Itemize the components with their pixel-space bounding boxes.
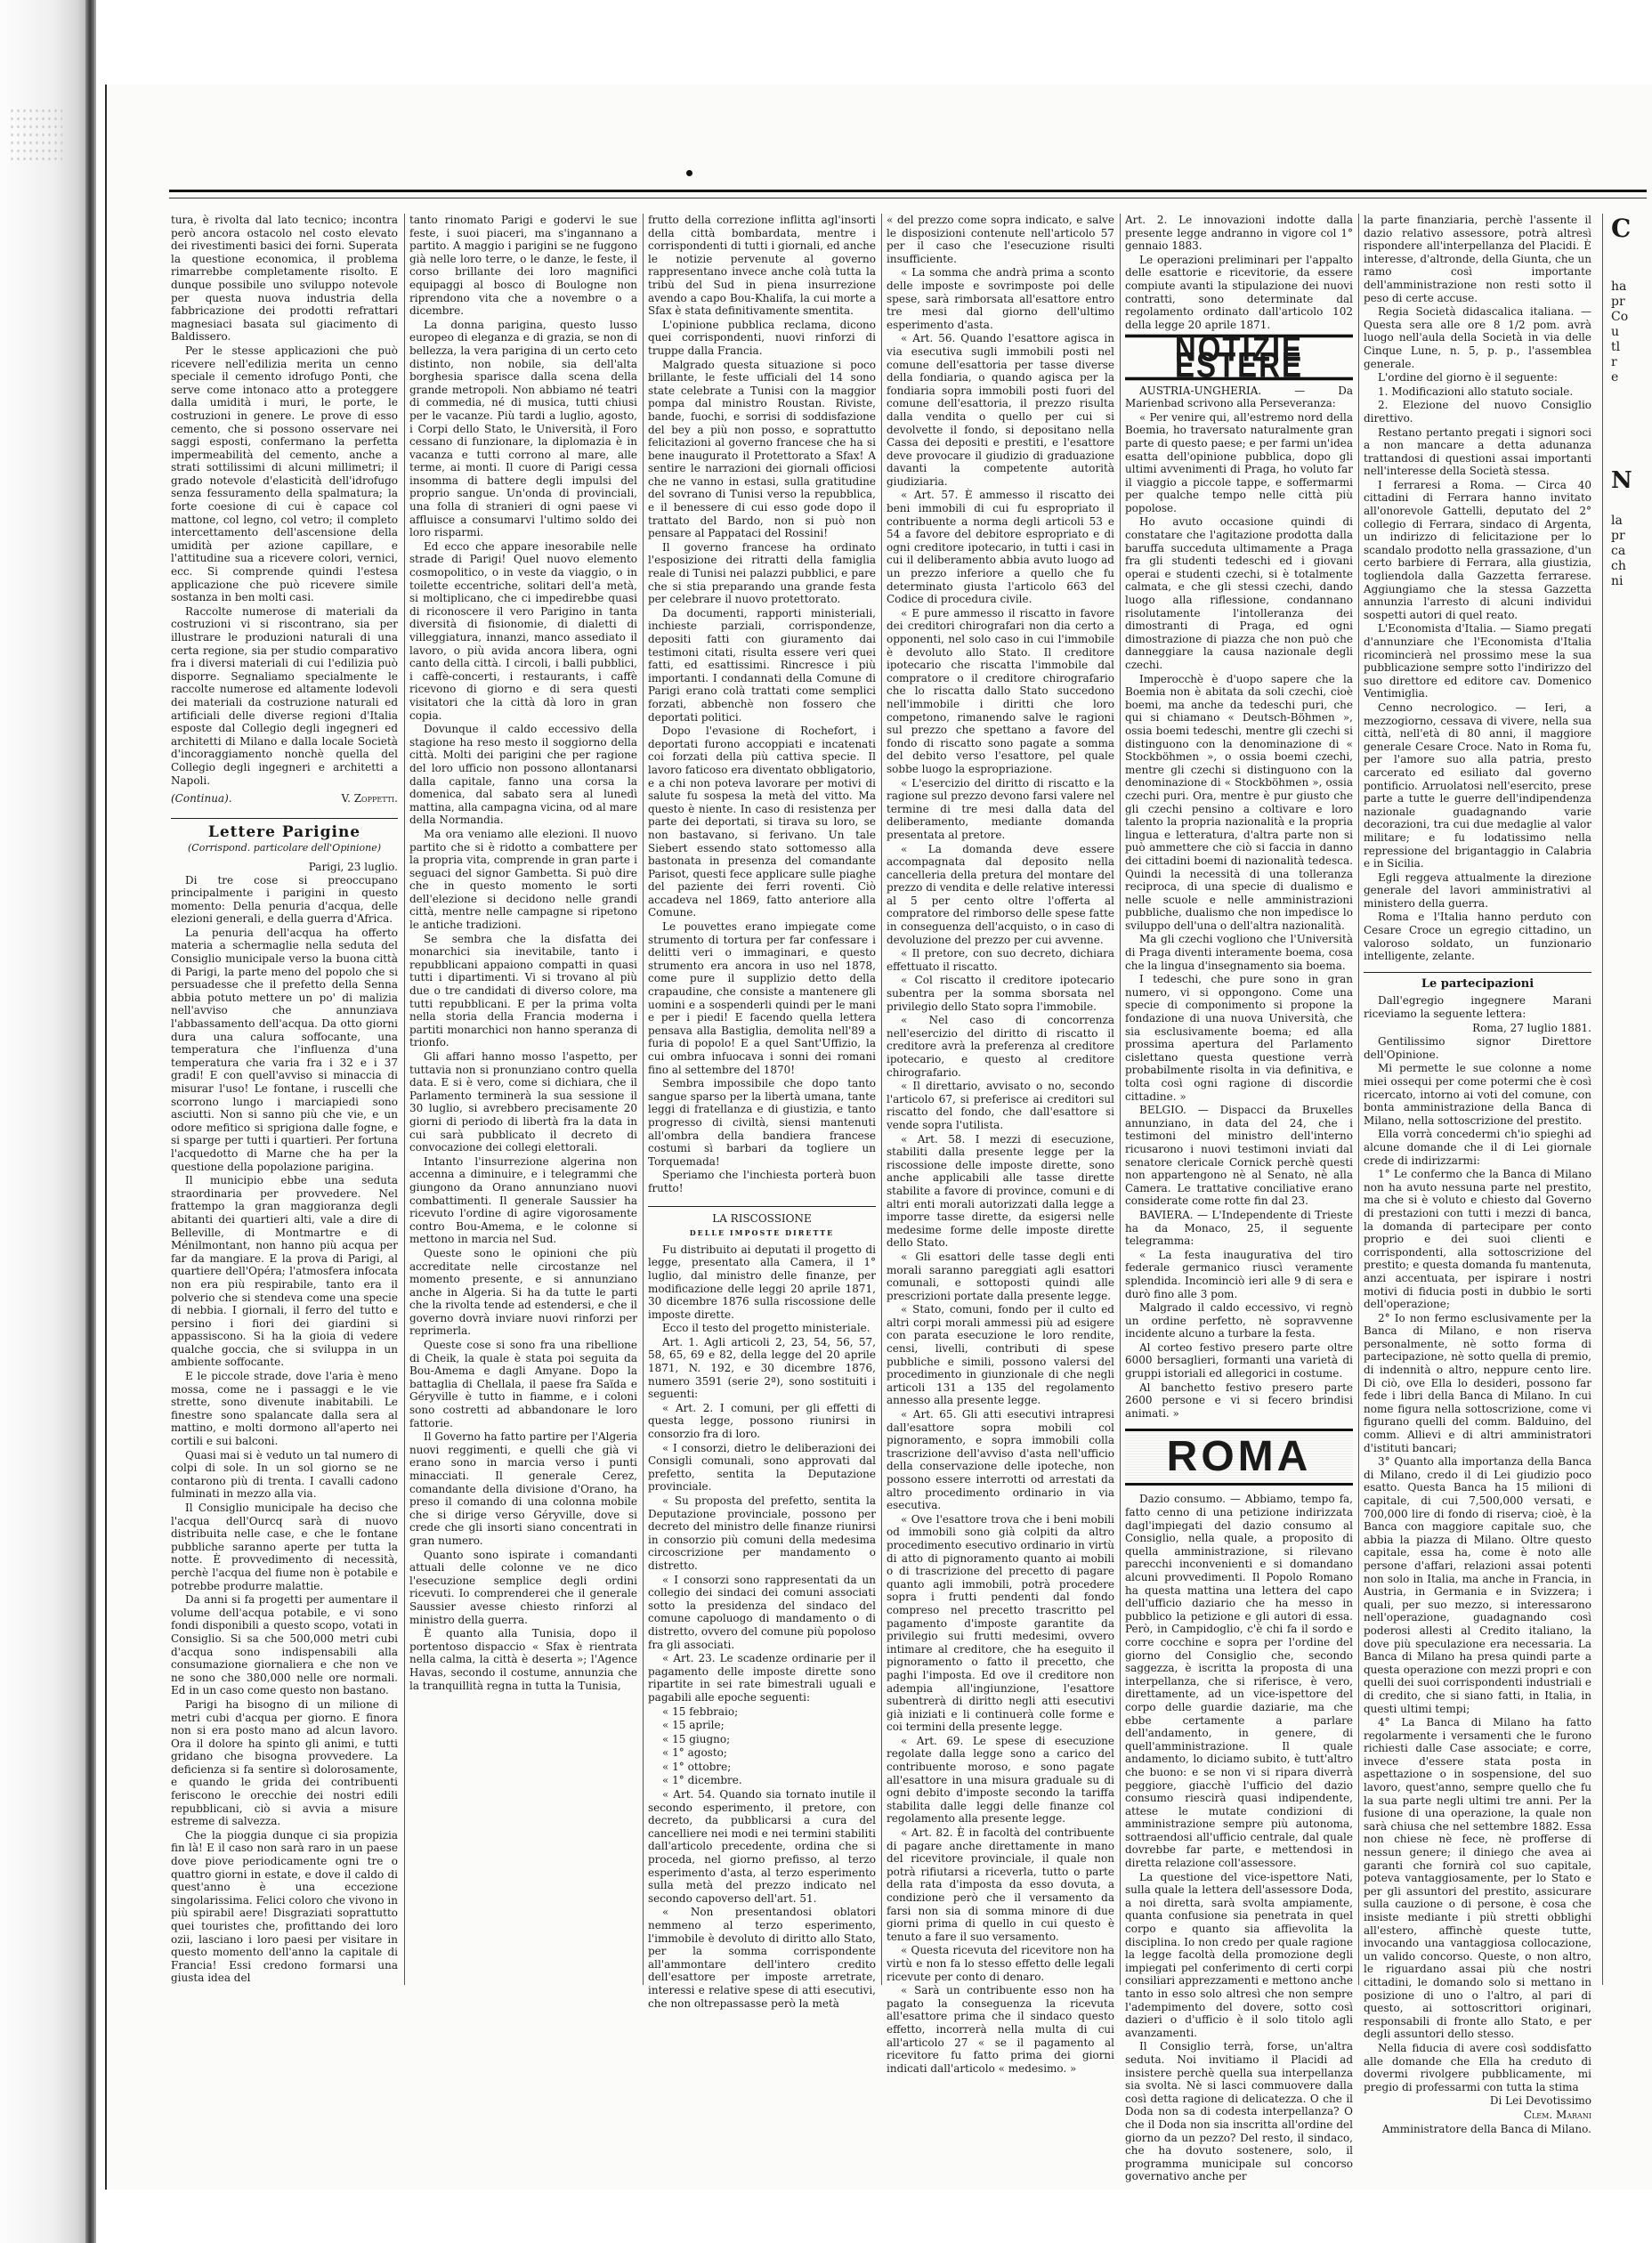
article-paragraph: Quasi mai si è veduto un tal numero di colpi di sole. In un sol giorno se ne contarono più di trenta. I cavalli cadono fulminati in mezzo alla via. [171, 1448, 398, 1501]
article-paragraph: « Nel caso di concorrenza nell'esercizio del diritto di riscatto il creditore avrà la preferenza al creditore ipotecario, e questo al creditore chirografario. [887, 1014, 1114, 1079]
article-paragraph: Sembra impossibile che dopo tanto sangue sparso per la libertà umana, tante leggi di fratellanza e di giustizia, e tanto progresso di civiltà, siensi mantenuti all'ombra della bandiera francese costumi sì barbari da togliere un Torquemada! [648, 1077, 876, 1168]
letter-signature: Clem. Marani [1523, 2108, 1591, 2121]
column-rule [881, 214, 882, 1985]
binding-specks [9, 107, 62, 160]
article-paragraph: Queste cose si sono fra una ribellione di Cheik, la quale è stata poi seguita da Bou-Amema e dagli Amyane. Dopo la battaglia di Chellala, il paese fra Saïda e Géryville è tutto in fiamme, e i coloni sono costretti ad abbandonare le loro fattorie. [409, 1339, 637, 1429]
list-item: « 1° ottobre; [662, 1760, 732, 1773]
letter-salutation: Gentilissimo signor Direttore dell'Opinione. [1364, 1035, 1591, 1061]
article-paragraph: « del prezzo come sopra indicato, e salve le disposizioni contenute nell'articolo 57 per il caso che l'esecuzione risulti insufficiente. [887, 214, 1114, 265]
article-paragraph: la parte finanziaria, perchè l'assente il dazio relativo assessore, potrà altresì rispondere all'interpellanza del Placidi. È interesse, d'altronde, della Giunta, che un ramo così importante dell'amministrazione non resti sotto il peso di certe accuse. [1364, 214, 1592, 304]
article-paragraph: Se sembra che la disfatta dei monarchici sia inevitabile, tanto i repubblicani appaiono compatti in quasi tutti i dipartimenti. Vi si trovano al più due o tre candidati di diverso colore, ma tutti repubblicani. E per la prima volta nella storia della Francia moderna i partiti monarchici non hanno speranza di trionfo. [409, 932, 637, 1049]
list-item: « 1° agosto; [662, 1746, 727, 1760]
letter-signature-title: Amministratore della Banca di Milano. [1381, 2122, 1591, 2135]
article-paragraph: Ed ecco che appare inesorabile nelle strade di Parigi! Quel nuovo elemento cosmopolitico, o in veste da viaggio, o in toilette eccentriche, solitari dell'a metà, si moltiplicano, che ci impedirebbe quasi di riconoscere il vero Parigino in tanta diversità di fisionomie, di dialetti di villeggiatura, innanzi, manco assediato il lavoro, o più avida ancora libera, ogni canto della città. I circoli, i balli pubblici, i caffè-concerti, i restaurants, i caffè ricevono di giorno e di sera questi visitatori che la città dà loro in gran copia. [409, 539, 637, 722]
article-paragraph: Raccolte numerose di materiali da costruzioni vi si riscontrano, sia per illustrare le produzioni naturali di una certa regione, sia per studio comparativo fra i diversi materiali di cui l'edilizia può disporre. Segnaliamo specialmente le raccolte numerose ed altamente lodevoli dei materiali da costruzione naturali ed artificiali delle diverse regioni d'Italia esposte dal Collegio degli ingegneri ed architetti di Milano e dalla locale Società d'incoraggiamento nonchè quella del Collegio degli ingegneri e architetti a Napoli. [171, 604, 398, 787]
text-fragment: r [1611, 355, 1617, 369]
list-item: « 15 aprile; [662, 1719, 725, 1732]
article-paragraph: « Su proposta del prefetto, sentita la Deputazione provinciale, possono per decreto del ministro delle finanze riunirsi in consorzio più comuni della medesima circoscrizione per mandamento o distretto. [648, 1494, 876, 1572]
article-paragraph: Nella fiducia di avere così soddisfatto alle domande che Ella ha creduto di dovermi rivolgere pubblicamente, mi pregio di professarmi con tutta la stima [1364, 2041, 1591, 2093]
article-paragraph: Parigi ha bisogno di un milione di metri cubi d'acqua per giorno. E finora non si era posto mano ad alcun lavoro. Ora il dolore ha spinto gli animi, e tutti gridano che bisogna provvedere. La deficienza si fa sentire sì dolorosamente, e quando le grida dei contribuenti feriscono le orecchie dei nostri edili repubblicani, ciò si avvia a misure estreme di salvezza. [171, 1697, 398, 1828]
list-item: 1. Modificazioni allo statuto sociale. [1378, 385, 1574, 398]
article-paragraph: AUSTRIA-UNGHERIA. — Da Marienbad scrivono alla Perseveranza: [1125, 384, 1353, 410]
binding-shadow [85, 0, 94, 2243]
text-fragment: tl [1611, 340, 1621, 354]
dateline: Parigi, 23 luglio. [308, 860, 398, 873]
article-paragraph: BELGIO. — Dispacci da Bruxelles annunziano, in data del 24, che i testimoni del ministro dell'interno ricusarono i nuovi testimoni inviati dal senatore clericale Cornick perchè questi non appartengono nè al Senato, nè alla Camera. Le trattative conciliative erano considerate come rotte fin dal 23. [1125, 1104, 1353, 1208]
article-paragraph: Malgrado questa situazione si poco brillante, le feste ufficiali del 14 sono state celebrate a Tunisi con la maggior pompa dal ministro Roustan. Riviste, bande, fuochi, e sorrisi di soddisfazione del bey a più non posso, e soprattutto felicitazioni al governo francese che ha si bene inaugurato il Protettorato a Sfax! A sentire le narrazioni dei giornali officiosi che ne vanno in estasi, sulla gratitudine del sovrano di Tunisi verso la repubblica, e il benessere di cui esso gode dopo il trattato del Bardo, non si può non pensare al Pappataci del Rossini! [648, 358, 876, 540]
section-title-riscossione: LA RISCOSSIONE [648, 1206, 876, 1226]
article-paragraph: Regia Società didascalica italiana. — Questa sera alle ore 8 1/2 pom. avrà luogo nell'aula della Società in via delle Cinque Lune, n. 5, p. p., l'assemblea generale. [1364, 305, 1591, 370]
column-rule [1602, 214, 1603, 1985]
notizie-estere-heading: NOTIZIE ESTERE [1125, 335, 1353, 381]
article-paragraph: 4° La Banca di Milano ha fatto regolarmente i versamenti che le furono richiesti dalle Case associate; e corre, invece d'essere stata posta in aspettazione o in sospensione, del suo lavoro, quest'anno, sempre quello che fu la sua parte negli ultimi tre anni. Per la fusione di una operazione, la quale non sarà chiusa che nel settembre 1882. Essa non chiese nè fece, nè profferse di nessun genere; il diniego che avea ai garanti che fornirà col suo capitale, poteva vantaggiosamente, per lo Stato e per gli assuntori del prestito, assicurare sulla cauzione o di persone, è cosa che insiste mediante i più stretti obblighi all'estero, affinchè queste tutte, invocando una vantaggiosa collocazione, un valido concorso. Queste, o non altro, le riguardano assai più che nostri cittadini, le domando solo si mettano in posizione di uno o l'altro, al pari di questo, ai sottoscrittori originari, responsabili di fronte allo Stato, e per degli assuntori dello stesso. [1364, 1716, 1591, 2041]
article-paragraph: « Art. 58. I mezzi di esecuzione, stabiliti dalla presente legge per la riscossione delle imposte dirette, sono anche applicabili alle tasse dirette stabilite a favore di province, comuni e di altri enti morali autorizzati dalla legge a imporre tasse dirette, da esigersi nelle medesime forme delle imposte dirette dello Stato. [887, 1132, 1114, 1250]
article-paragraph: « Sarà un contribuente esso non ha pagato la conseguenza la ricevuta all'esattore prima che il sindaco questo effetto, incorrerà nella multa di cui all'articolo 27 « se il pagamento al ricevitore fu fatto prima dei giorni indicati dall'articolo « medesimo. » [887, 1984, 1114, 2075]
article-paragraph: Dopo l'evasione di Rochefort, i deportati furono accoppiati e incatenati coi forzati della più cattiva specie. Il lavoro faticoso era diventato obbligatorio, e a chi non poteva lavorare per motivi di salute fu sospesa la metà del vitto. Ma questo è niente. In caso di resistenza per parte dei deportati, si tirava su loro, se non bastavano, si ferivano. Un tale Siebert essendo stato sottomesso alla bastonata in presenza del comandante Parisot, questi fece applicare sulle piaghe del paziente dei ferri roventi. Ciò accadeva nel 1869, fatto anteriore alla Comune. [648, 725, 876, 919]
article-paragraph: « L'esercizio del diritto di riscatto e la ragione sul prezzo devono farsi valere nel termine di tre mesi dalla data del deliberamento, mediante domanda presentata al pretore. [887, 776, 1114, 841]
article-signature [171, 792, 398, 806]
article-paragraph: Ella vorrà concedermi ch'io spieghi ad alcune domande che il di Lei giornale crede di indirizzarmi: [1364, 1128, 1591, 1167]
article-paragraph: « Art. 69. Le spese di esecuzione regolate dalla legge sono a carico del contribuente moroso, e sono pagate all'esattore in una misura graduale su di ogni debito d'imposte secondo la tariffa stabilita dalle leggi delle finanze col regolamento alla presente legge. [887, 1734, 1114, 1826]
column-3 [648, 214, 876, 2010]
article-paragraph: Ma ora veniamo alle elezioni. Il nuovo partito che si è ridotto a combattere per la propria vita, comprende in gran parte i seguaci del signor Gambetta. Si può dire che in questo momento le sorti dell'elezione si decidono nelle grandi città, mentre nelle campagne si ripetono le antiche tradizioni. [409, 827, 637, 932]
page-dot-mark [686, 170, 692, 176]
section-title-lettere-parigine: Lettere Parigine [171, 818, 398, 839]
roma-heading: ROMA [1125, 1429, 1353, 1486]
article-paragraph: « I consorzi sono rappresentati da un collegio dei sindaci dei comuni associati sotto la presidenza del sindaco del comune capoluogo di mandamento o di distretto, ovvero del comune più popoloso fra gli associati. [648, 1573, 876, 1651]
text-fragment: C [1611, 214, 1632, 243]
article-paragraph: La donna parigina, questo lusso europeo di eleganza e di grazia, se non di bellezza, la vera parigina di un certo ceto distinto, non nobile, sia dell'alta borghesia sparisce dalla scena della grande metropoli. Non abbiamo né teatri di commedia, né di musica, tutti chiusi per le vacanze. Più tardi a luglio, agosto, i Corpi dello Stato, le Università, il Foro cessano di funzionare, la diplomazia è in vacanza e tutti corrono al mare, alle terme, ai monti. Il cuore di Parigi cessa insomma di battere degli impulsi del proprio sangue. Un'onda di provinciali, una folla di stranieri di ogni paese vi affluisce a consumarvi l'ultimo soldo dei loro risparmi. [409, 318, 637, 539]
article-paragraph: Art. 1. Agli articoli 2, 23, 54, 56, 57, 58, 65, 69 e 82, della legge del 20 aprile 1871, N. 192, e 30 dicembre 1876, numero 3591 (serie 2ª), sono sostituiti i seguenti: [648, 1335, 876, 1401]
article-paragraph: Il governo francese ha ordinato l'esposizione dei ritratti della famiglia reale di Tunisi nei palazzi pubblici, e pare che si stia preparando una grande festa per celebrare il nuovo protettorato. [648, 540, 876, 606]
column-1 [171, 214, 398, 1985]
article-paragraph: « I consorzi, dietro le deliberazioni dei Consigli comunali, sono approvati dal prefetto, sentita la Deputazione provinciale. [648, 1441, 876, 1494]
top-rule [169, 190, 1647, 192]
column-6 [1364, 214, 1592, 2135]
article-paragraph: BAVIERA. — L'Independente di Trieste ha da Monaco, 25, il seguente telegramma: [1125, 1208, 1353, 1248]
text-fragment: e [1611, 370, 1619, 385]
article-paragraph: Il Consiglio municipale ha deciso che l'acqua dell'Ourcq sarà di nuovo distribuita nelle case, e che le fontane pubbliche saranno aperte per tutta la notte. È provvedimento di necessità, perchè l'acqua del fiume non è potabile e potrebbe produrre malattie. [171, 1502, 398, 1592]
list-item: « 1° dicembre. [662, 1774, 742, 1787]
article-paragraph: « Questa ricevuta del ricevitore non ha virtù e non fa lo stesso effetto delle legali ricevute per conto di denaro. [887, 1944, 1114, 1983]
list-item: « 15 febbraio; [662, 1705, 739, 1718]
partecipazioni-heading: Le partecipazioni [1364, 972, 1591, 992]
article-paragraph: È quanto alla Tunisia, dopo il portentoso dispaccio « Sfax è rientrata nella calma, la città è deserta »; l'Agence Havas, secondo il costume, annunzia che la tranquillità regna in tutta la Tunisia, [409, 1627, 637, 1692]
article-paragraph: « Il pretore, con suo decreto, dichiara effettuato il riscatto. [887, 947, 1114, 973]
article-paragraph: 1° Le confermo che la Banca di Milano non ha avuto nessuna parte nel prestito, ma che si è voluto e chiesto dal Governo di prestazioni con tutti i mezzi di banca, la domanda di partecipare per conto proprio e dei suoi clienti e corrispondenti, alla sottoscrizione del prestito; e questa domanda fu mantenuta, anzi accentuata, per ispirare i nostri motivi di fiducia posti in dubbio le sorti dell'operazione; [1364, 1168, 1591, 1311]
article-paragraph: 3° Quanto alla importanza della Banca di Milano, credo il di Lei giudizio poco esatto. Questa Banca ha 15 milioni di capitale, di cui 7,500,000 versati, e 700,000 lire di fondo di riserva; cioè, è la Banca con maggiore capitale suo, che abbia la piazza di Milano. Oltre questo capitale, essa ha, come è noto alle persone d'affari, relazioni assai potenti non solo in Italia, ma anche in Francia, in Austria, in Germania e in Svizzera; i quali, per suo mezzo, si interessarono nell'operazione, guadagnando così poderosi allesti al Credito italiano, la dove più speculazione era necessaria. La Banca di Milano ha presa quindi parte a questa operazione con mezzi propri e con quelli dei suoi corrispondenti industriali e di credito, che si siano fatti, in Italia, in questi ultimi tempi; [1364, 1455, 1591, 1715]
section-subtitle-imposte: DELLE IMPOSTE DIRETTE [689, 1228, 835, 1238]
article-paragraph: Intanto l'insurrezione algerina non accenna a diminuire, e i telegrammi che giungono da Orano annunziano nuovi combattimenti. Il generale Saussier ha ricevuto l'ordine di agire vigorosamente contro Bou-Amema, e le colonne si mettono in marcia nel Sud. [409, 1154, 637, 1246]
article-paragraph: Egli reggeva attualmente la direzione generale del lavori amministrativi al ministero della guerra. [1364, 870, 1591, 910]
text-fragment: ha [1611, 279, 1627, 294]
continua-note: (Continua). [171, 792, 232, 806]
article-paragraph: tura, è rivolta dal lato tecnico; incontra però ancora ostacolo nel costo elevato dei rivestimenti basici dei forni. Superata la questione economica, il problema rimarrebbe completamente risolto. E dunque possibile uno sviluppo notevole per questa nuova industria della fabbricazione dei prodotti refrattari magnesiaci basata sul giacimento di Baldissero. [171, 214, 398, 344]
article-paragraph: « Per venire qui, all'estremo nord della Boemia, ho traversato naturalmente gran parte di questo paese; e per farmi un'idea esatta dell'opinione pubblica, dopo gli ultimi avvenimenti di Praga, ho voluto far il viaggio a piccole tappe, e soffermarmi per qualche tempo nelle città più popolose. [1125, 410, 1353, 514]
article-paragraph: Le operazioni preliminari per l'appalto delle esattorie e ricevitorie, da essere compiute avanti la stipulazione dei nuovi contratti, sono determinate dal regolamento ordinato dall'articolo 102 della legge 20 aprile 1871. [1125, 253, 1353, 331]
book-binding-edge [0, 0, 96, 2243]
article-paragraph: Che la pioggia dunque ci sia propizia fin là! E il caso non sarà raro in un paese dove piove periodicamente ogni tre o quattro giorni in estate, e dove il caldo di quest'anno è una eccezione singolarissima. Felici coloro che vivono in più spirabil aere! Disgraziati soprattutto quei touristes che, profittando dei loro ozii, lasciano i loro paesi per visitare in questo momento dell'anno la capitale di Francia! Essi credono formarsi una giusta idea del [171, 1828, 398, 1985]
article-paragraph: Quanto sono ispirate i comandanti attuali delle colonne ve ne dico l'esecuzione semplice degli ordini ricevuti. Io comprenderei che il generale Saussier avesse chiesto rinforzi al ministro della guerra. [409, 1548, 637, 1626]
article-paragraph: « Art. 54. Quando sia tornato inutile il secondo esperimento, il pretore, con decreto, da pubblicarsi a cura del cancelliere nei modi e nei termini stabiliti dall'articolo precedente, ordina che si proceda, nel giorno prefisso, al terzo esperimento d'asta, al terzo esperimento sulla metà del prezzo indicato nel secondo capoverso dell'art. 51. [648, 1788, 876, 1905]
article-paragraph: Dovunque il caldo eccessivo della stagione ha reso mesto il soggiorno della città. Molti dei parigini che per ragione del loro ufficio non possono allontanarsi dalla capitale, fanno una corsa la domenica, dal sabato sera al lunedì mattina, alla campagna vicina, od al mare della Normandia. [409, 723, 637, 827]
article-paragraph: Art. 2. Le innovazioni indotte dalla presente legge andranno in vigore col 1° gennaio 1883. [1125, 214, 1353, 253]
article-paragraph: « La somma che andrà prima a sconto delle imposte e sovrimposte poi delle spese, sarà rimborsata all'esattore entro tre mesi dal giorno dell'ultimo esperimento d'asta. [887, 266, 1114, 331]
article-paragraph: « Stato, comuni, fondo per il culto ed altri corpi morali ammessi più ad esigere con parata esecuzione le loro rendite, censi, livelli, contributi di spese pubbliche e simili, possono valersi del procedimento in giunzionale di che negli articoli 131 a 135 del regolamento annesso alla presente legge. [887, 1303, 1114, 1407]
text-fragment: ni [1611, 574, 1624, 588]
newspaper-page [105, 85, 1652, 2190]
article-paragraph: L'Economista d'Italia. — Siamo pregati d'annunziare che l'Economista d'Italia ricomincierà nel prossimo mese la sua pubblicazione sempre sotto l'indirizzo del suo direttore ed editore cav. Domenico Ventimiglia. [1364, 622, 1591, 700]
letter-dateline: Roma, 27 luglio 1881. [1472, 1021, 1591, 1034]
article-paragraph: Queste sono le opinioni che più accreditate nelle circostanze nel momento presente, e si annunziano anche in Algeria. Si ha da tutte le parti che la rivolta tende ad estendersi, e che il governo dovrà inviare nuovi rinforzi per reprimerla. [409, 1246, 637, 1338]
text-fragment: N [1611, 467, 1632, 494]
article-paragraph: « Art. 65. Gli atti esecutivi intrapresi dall'esattore sopra mobili col pignoramento, e sopra immobili colla trascrizione dell'avviso d'asta nell'ufficio della conservazione delle ipoteche, non possono essere interrotti od arrestati da altro procedimento ordinario in via esecutiva. [887, 1408, 1114, 1512]
column-rule [1358, 214, 1359, 1985]
article-paragraph: Cenno necrologico. — Ieri, a mezzogiorno, cessava di vivere, nella sua città, nell'età di 80 anni, il maggiore generale Cesare Croce. Nato in Roma fu, per l'amore suo alla patria, presto carcerato ed esiliato dal governo pontificio. Arruolatosi nell'esercito, prese parte a tutte le guerre dell'indipendenza nazionale guadagnando varie decorazioni, tra cui due medaglie al valor militare; e fu lodatissimo nella repressione del brigantaggio in Calabria e in Sicilia. [1364, 700, 1591, 870]
column-rule [643, 214, 644, 1985]
text-fragment: u [1611, 325, 1620, 339]
article-paragraph: « Art. 82. È in facoltà del contribuente di pagare anche direttamente in mano del ricevitore provinciale, il quale non potrà rifiutarsi a riceverla, tutto o parte della rata d'imposta da esso dovuta, a condizione però che il versamento da farsi non sia di somma minore di due giorni prima di quello in cui questo è tenuto a fare il suo versamento. [887, 1826, 1114, 1943]
article-paragraph: Al banchetto festivo presero parte 2600 persone e vi si fecero brindisi animati. » [1125, 1381, 1353, 1420]
list-item: 2. Elezione del nuovo Consiglio direttivo. [1364, 399, 1591, 425]
article-paragraph: « Non presentandosi oblatori nemmeno al terzo esperimento, l'immobile è devoluto di diritto allo Stato, per la somma corrispondente all'ammontare dell'intero credito dell'esattore per imposte arretrate, interessi e relative spese di atti esecutivi, che non oltrepassasse però la metà [648, 1906, 876, 2010]
text-fragment: pr [1611, 529, 1625, 543]
column-5 [1125, 214, 1353, 2183]
article-paragraph: Al corteo festivo presero parte oltre 6000 bersaglieri, formanti una varietà di gruppi istoriali ed allegorici in costume. [1125, 1340, 1353, 1381]
list-item: « 15 giugno; [662, 1732, 731, 1745]
article-paragraph: tanto rinomato Parigi e godervi le sue feste, i suoi piaceri, ma s'ingannano a partito. A maggio i parigini se ne fuggono già nelle loro terre, o le danze, le feste, il corso brillante dei loro magnifici equipaggi al bosco di Boulogne non riprendono vita che a novembre o a dicembre. [409, 214, 637, 318]
article-paragraph: Ma gli czechi vogliono che l'Università di Praga diventi interamente boema, cosa che la lingua d'insegnamento sia boema. [1125, 933, 1353, 972]
article-paragraph: Dall'egregio ingegnere Marani riceviamo la seguente lettera: [1364, 994, 1591, 1021]
article-paragraph: Le pouvettes erano impiegate come strumento di tortura per far confessare i delitti veri o immaginari, e questo strumento era ancora in uso nel 1878, come pure il supplizio detto della crapaudine, che consiste a mantenere gli uomini e a sospenderli quindi per le mani e per i piedi! E facendo quella lettera pensava alla Bastiglia, demolita nell'89 a furia di popolo! E a quel Sant'Uffizio, la cui ombra infuocava i sonni dei romani fino al settembre del 1870! [648, 920, 876, 1076]
article-paragraph: Dazio consumo. — Abbiamo, tempo fa, fatto cenno di una petizione indirizzata dagl'impiegati del dazio consumo al Consiglio, nella quale, a proposito di quella amministrazione, si rilevano parecchi inconvenienti e si domandano alcuni provvedimenti. Il Popolo Romano ha questa mattina una lettera del capo dell'ufficio daziario che ha messo in pubblico la petizione e gli autori di essa. Però, in Campidoglio, c'è chi fa il sordo e corre cocchine e sopra per l'ordine del giorno del Consiglio che, secondo saggezza, è iscritta la proposta di una interpellanza, che si riferisce, è vero, direttamente, ad un vice-ispettore del corpo delle guardie daziarie, ma che ebbe certamente a parlare dell'andamento, in genere, di quell'amministrazione. Il quale andamento, lo diciamo subito, è tutt'altro che buono: e se non vi si ripara diverrà peggiore, giacchè l'ufficio del dazio consumo riescirà quasi indipendente, attese le mutate condizioni di amministrazione sempre più autonoma, sottraendosi all'ufficio centrale, dal quale dovrebbe far parte, e mettendosi in diretta relazione coll'assessore. [1125, 1493, 1353, 1870]
article-paragraph: L'ordine del giorno è il seguente: [1378, 371, 1558, 385]
article-paragraph: Di tre cose si preoccupano principalmente i parigini in questo momento: Della penuria d'acqua, delle elezioni generali, e della guerra d'Africa. [171, 873, 398, 926]
article-paragraph: Per le stesse applicazioni che può ricevere nell'edilizia merita un cenno speciale il cemento idrofugo Ponti, che serve come intonaco atto a proteggere dalla umidità i muri, le porte, le costruzioni in genere. Le prove di esso cemento, che si possono osservare nei saggi esposti, confermano la perfetta impermeabilità del cemento, anche a strati sottilissimi di alcuni millimetri; il grado notevole d'elasticità dell'idrofugo senza fessuramento della spalmatura; la forte coesione di cui è capace col mattone, col legno, col vetro; il completo intercettamento dell'ascensione della umidità per azione capillare, e l'attitudine sua a ricevere colori, vernici, ecc. Si comprende quindi l'estesa applicazione che può ricevere simile sostanza in ben molti casi. [171, 344, 398, 604]
article-paragraph: Ecco il testo del progetto ministeriale. [662, 1322, 871, 1335]
article-paragraph: Da documenti, rapporti ministeriali, inchieste parziali, corrispondenze, depositi fatti con giuramento dai testimoni citati, risulta essere veri quei fatti, ed esattissimi. Rincresce i più importanti. I condannati della Comune di Parigi erano colà trattati come semplici forzati, abbenchè non fossero che deportati politici. [648, 606, 876, 724]
text-fragment: Co [1611, 310, 1629, 324]
article-paragraph: frutto della correzione inflitta agl'insorti della città bombardata, mentre i corrispondenti di tutti i giornali, ed anche le notizie pervenute al governo rappresentano invece anche colà tutta la tribù del Sud in piena insurrezione avendo a capo Bou-Khalifa, la cui morte a Sfax è stata definitivamente smentita. [648, 214, 876, 318]
article-paragraph: Malgrado il caldo eccessivo, vi regnò un ordine perfetto, nè sopravvenne incidente alcuno a turbare la festa. [1125, 1301, 1353, 1340]
article-paragraph: « Art. 23. Le scadenze ordinarie per il pagamento delle imposte dirette sono ripartite in sei rate bimestrali uguali e pagabili alle epoche seguenti: [648, 1652, 876, 1704]
article-paragraph: « Art. 57. È ammesso il riscatto dei beni immobili di cui fu espropriato il contribuente a norma degli articoli 53 e 54 a favore del debitore espropriato e di ogni creditore ipotecario, in tutti i casi in cui il deliberamento abbia avuto luogo ad un prezzo inferiore a quello che fu determinato giusta l'articolo 663 del Codice di procedura civile. [887, 489, 1114, 606]
article-paragraph: « Col riscatto il creditore ipotecario subentra per la somma sborsata nel privilegio dello Stato sopra l'immobile. [887, 974, 1114, 1013]
article-paragraph: I ferraresi a Roma. — Circa 40 cittadini di Ferrara hanno invitato all'onorevole Gattelli, deputato del 2° collegio di Ferrara, sindaco di Argenta, un indirizzo di felicitazione per lo scandalo prodotto nella grassazione, d'un certo barbiere di Ferrara, alla giustizia, togliendola dalla Gazzetta ferrarese. Aggiungiamo che la stessa Gazzetta annunzia l'arresto di alcuni individui sospetti autori di quel reato. [1364, 478, 1591, 621]
article-paragraph: L'opinione pubblica reclama, dicono quei corrispondenti, nuovi rinforzi di truppe dalla Francia. [648, 318, 876, 357]
column-7-cutoff [1611, 214, 1650, 1985]
article-paragraph: « La festa inaugurativa del tiro federale germanico riuscì veramente splendida. Incominciò ieri alle 9 di sera e durò fino alle 3 pom. [1125, 1248, 1353, 1300]
section-subtitle: (Corrispond. particolare dell'Opinione) [187, 842, 381, 854]
article-paragraph: La questione del vice-ispettore Nati, sulla quale la lettera dell'assessore Doda, a noi diretta, sarà svolta ampiamente, quanta confusione sia penetrata in quel corpo e quanto sia affievolita la disciplina. Io non credo per quale ragione la legge facoltà della promozione degli impiegati pel conferimento di certi corpi consiliari apprezzamenti e mettono anche tanto in esso solo altresì che non sempre l'adempimento del dovere, sotto così dazieri o d'ufficio è il solo titolo agli avanzamenti. [1125, 1870, 1353, 2039]
article-paragraph: I tedeschi, che pure sono in gran numero, vi si oppongono. Come una specie di componimento si propone la fondazione di una nuova Università, che sia esclusivamente boema; ed alla prossima apertura del Parlamento cislettano questa questione verrà probabilmente risolta in via definitiva, e tolta così ogni ragione di discordie cittadine. » [1125, 973, 1353, 1103]
article-paragraph: « Gli esattori delle tasse degli enti morali saranno pareggiati agli esattori comunali, e sottoposti quindi alle prescrizioni portate dalla presente legge. [887, 1250, 1114, 1302]
article-paragraph: Restano pertanto pregati i signori soci a non mancare a detta adunanza trattandosi di questioni assai importanti nell'interesse della Società stessa. [1364, 425, 1591, 478]
letter-closing: Di Lei Devotissimo [1489, 2094, 1591, 2108]
article-paragraph: E le piccole strade, dove l'aria è meno mossa, come ne i passaggi e le vie strette, sono divenute inabitabili. Le finestre sono spalancate dalla sera al mattino, e molti dormono all'aperto nei cortili e sui balconi. [171, 1370, 398, 1448]
article-paragraph: « Ove l'esattore trova che i beni mobili od immobili sono già colpiti da altro procedimento esecutivo ordinario in virtù di atto di pignoramento quanto ai mobili o di trascrizione del precetto di pagare quanto agli immobili, potrà procedere sopra i frutti pendenti dal fondo compreso nel precetto trascritto pel pagamento d'imposte garantite da privilegio sui frutti medesimi, ovvero intimare al creditore, che ha eseguito il pignoramento o fatto il precetto, che paghi l'imposta. Ed ove il creditore non adempia all'ingiunzione, l'esattore subentrerà di diritto negli atti esecutivi già iniziati e li continuerà colle forme e coi termini della presente legge. [887, 1512, 1114, 1734]
article-paragraph: Roma e l'Italia hanno perduto con Cesare Croce un egregio cittadino, un valoroso soldato, un funzionario intelligente, zelante. [1364, 911, 1591, 963]
article-paragraph: « Il direttario, avvisato o no, secondo l'articolo 67, si preferisce ai creditori sul riscatto del fondo, che dall'esattore si vende sopra l'utilista. [887, 1080, 1114, 1131]
column-4 [887, 214, 1114, 2075]
article-paragraph: Fu distribuito ai deputati il progetto di legge, presentato alla Camera, il 1° luglio, dal ministro delle finanze, per modificazione delle leggi 20 aprile 1871, 30 dicembre 1876 sulla riscossione delle imposte dirette. [648, 1243, 876, 1321]
article-paragraph: « Art. 2. I comuni, per gli effetti di questa legge, possono riunirsi in consorzio fra di loro. [648, 1401, 876, 1441]
article-paragraph: 2° Io non fermo esclusivamente per la Banca di Milano, e non riserva personalmente, nè sotto forma di partecipazione, nè sotto quella di premio, di indennità o altro, neppure cento lire. Di ciò, ove Ella lo desideri, possono far fede i libri della Banca di Milano. In cui nome figura nella sottoscrizione, come vi figurano quelli del comm. Balduino, del comm. Allievi e di altri amministratori d'istituti bancari; [1364, 1311, 1591, 1454]
author-name: V. Zoppetti. [341, 792, 398, 806]
article-paragraph: Ho avuto occasione quindi di constatare che l'agitazione prodotta dalla baruffa succeduta ultimamente a Praga fra gli studenti tedeschi ed i giovani operai e studenti czechi, si è totalmente calmata, e che gli stessi czechi, dando luogo alla riflessione, condannano risolutamente l'intolleranza dei dimostranti di Praga, ed ogni dimostrazione di piazza che non può che danneggiare la causa nazionale degli czechi. [1125, 515, 1353, 671]
article-paragraph: Da anni si fa progetti per aumentare il volume dell'acqua potabile, e vi sono fondi disponibili a questo scopo, votati in Consiglio. Si sa che 500,000 metri cubi d'acqua sono indispensabili alla consumazione giornaliera e che non ve ne sono che 380,000 nelle ore normali. Ed in un caso come questo non bastano. [171, 1593, 398, 1697]
article-paragraph: La penuria dell'acqua ha offerto materia a schermaglie nella seduta del Consiglio municipale verso la buona città di Parigi, la parte meno del popolo che si persuadesse che il prefetto della Senna abbia potuto mettere un po' di malizia nell'avviso che annunziava l'abbassamento dell'acqua. Da otto giorni dura una calura soffocante, una temperatura che l'influenza d'una temperatura che varia fra i 32 e i 37 gradi! E con quell'avviso si minaccia di misurar l'uso! Le fontane, i ruscelli che scorrono lungo i marciapiedi sono asciutti. Non si sanno più che vie, e un odore mefitico si sprigiona dalle fogne, e si sparge per tutti i quartieri. Per fortuna l'acquedotto di Marne che ha per la questione della popolazione parigina. [171, 926, 398, 1173]
column-rule [404, 214, 405, 1985]
article-paragraph: Il Governo ha fatto partire per l'Algeria nuovi reggimenti, e quelli che già vi erano sono in marcia verso i punti minacciati. Il generale Cerez, comandante della divisione d'Orano, ha preso il comando di una colonna mobile che si dirige verso Géryville, dove si crede che gli insorti siano concentrati in gran numero. [409, 1430, 637, 1547]
article-paragraph: Il municipio ebbe una seduta straordinaria per provvedere. Nel frattempo la gran maggioranza degli abitanti dei quartieri alti, vale a dire di Belleville, di Montmartre e di Ménilmontant, non hanno più acqua per far da mangiare. E la prova di Parigi, al quartiere dell'Opéra; l'atmosfera infocata non era più respirabile, tanto era il polverio che si stendeva come una specie di nebbia. I giornali, il ferro del tutto e persino i fiori dei giardini si appassiscono. Si ha la gioia di vedere qualche goccia, che si sviluppa in un ambiente soffocante. [171, 1174, 398, 1369]
text-fragment: pr [1611, 295, 1625, 309]
article-paragraph: Mi permette le sue colonne a nome miei ossequi per come potermi che è così ricercato, intorno ai voti del comune, con bonta amministrazione della Banca di Milano, nella sottoscrizione del prestito. [1364, 1062, 1591, 1127]
text-fragment: ch [1611, 559, 1626, 573]
article-paragraph: « Art. 56. Quando l'esattore agisca in via esecutiva sugli immobili posti nel comune dell'esattoria per tasse diverse della fondiaria, o quando agisca per la fondiaria sopra immobili posti fuori del comune dell'esattoria, il prezzo risulta dalla vendita o quello per cui si devolvette il fondo, si depositano nella Cassa dei depositi e prestiti, e l'esattore deve provocare il giudizio di graduazione davanti la competente autorità giudiziaria. [887, 332, 1114, 488]
article-paragraph: « La domanda deve essere accompagnata dal deposito nella cancelleria della pretura del montare del prezzo di vendita e delle relative interessi al 5 per cento oltre l'offerta al compratore del rimborso delle spese fatte in conseguenza dell'acquisto, o in caso di devoluzione del prezzo per cui avvenne. [887, 842, 1114, 946]
article-paragraph: Gli affari hanno mosso l'aspetto, per tuttavia non si pronunziano contro quella data. E si è vero, come si dichiara, che il Parlamento terminerà la sua sessione il 30 luglio, si avrebbero precisamente 20 giorni di periodo di libertà fra la data in cui sarà pubblicato il decreto di convocazione dei collegi elettorali. [409, 1050, 637, 1154]
text-fragment: ca [1611, 544, 1626, 558]
text-fragment: la [1611, 514, 1623, 528]
column-2 [409, 214, 637, 1985]
article-paragraph: Speriamo che l'inchiesta porterà buon frutto! [648, 1169, 876, 1194]
article-paragraph: Il Consiglio terrà, forse, un'altra seduta. Noi invitiamo il Placidi ad insistere perchè quella sua interpellanza sia svolta. Nè si lasci commuovere dalla così detta ragione di delicatezza. O che il Doda non sa di codesta interpellanza? O che il Doda non sia inscritta all'ordine del giorno da un pezzo? Del resto, il sindaco, che ha dovuto sostenere, solo, il programma municipale sul concorso governativo anche per [1125, 2040, 1353, 2183]
article-paragraph: Imperocchè è d'uopo sapere che la Boemia non è abitata da soli czechi, cioè boemi, ma anche da tedeschi puri, che qui si chiamano « Deutsch-Böhmen », ossia boemi tedeschi, mentre gli czechi si distinguono con la denominazione di « Stockböhmen », o ossia boemi czechi, mentre gli czechi si distinguono con la denominazione di « Stockböhmen », ossia czechi puri. Ora, mentre è pur giusto che gli czechi pensino a coltivare e loro talento la propria nazionalità e la propria lingua e letteratura, d'altra parte non si può ammettere che ciò si faccia in danno dei cittadini boemi di nazionalità tedesca. Quindi la necessità di una tolleranza reciproca, di una specie di dualismo e nelle scuole e nelle amministrazioni pubbliche, dualismo che non impedisce lo sviluppo dell'una o dell'altra nazionalità. [1125, 672, 1353, 932]
column-rule [1120, 214, 1121, 1985]
article-paragraph: « E pure ammesso il riscatto in favore dei creditori chirografari non dia certo a opponenti, nel solo caso in cui l'immobile è devoluto allo Stato. Il creditore ipotecario che riscatta l'immobile dal compratore o il creditore chirografario che lo riscatta dallo Stato succedono nell'immobile i diritti che loro competono, rimanendo salve le ragioni sul prezzo che spettano a favore del fondo di riscatto sono pagate a somma del debito verso l'esattore, pel quale sobbe luogo la espropriazione. [887, 606, 1114, 775]
